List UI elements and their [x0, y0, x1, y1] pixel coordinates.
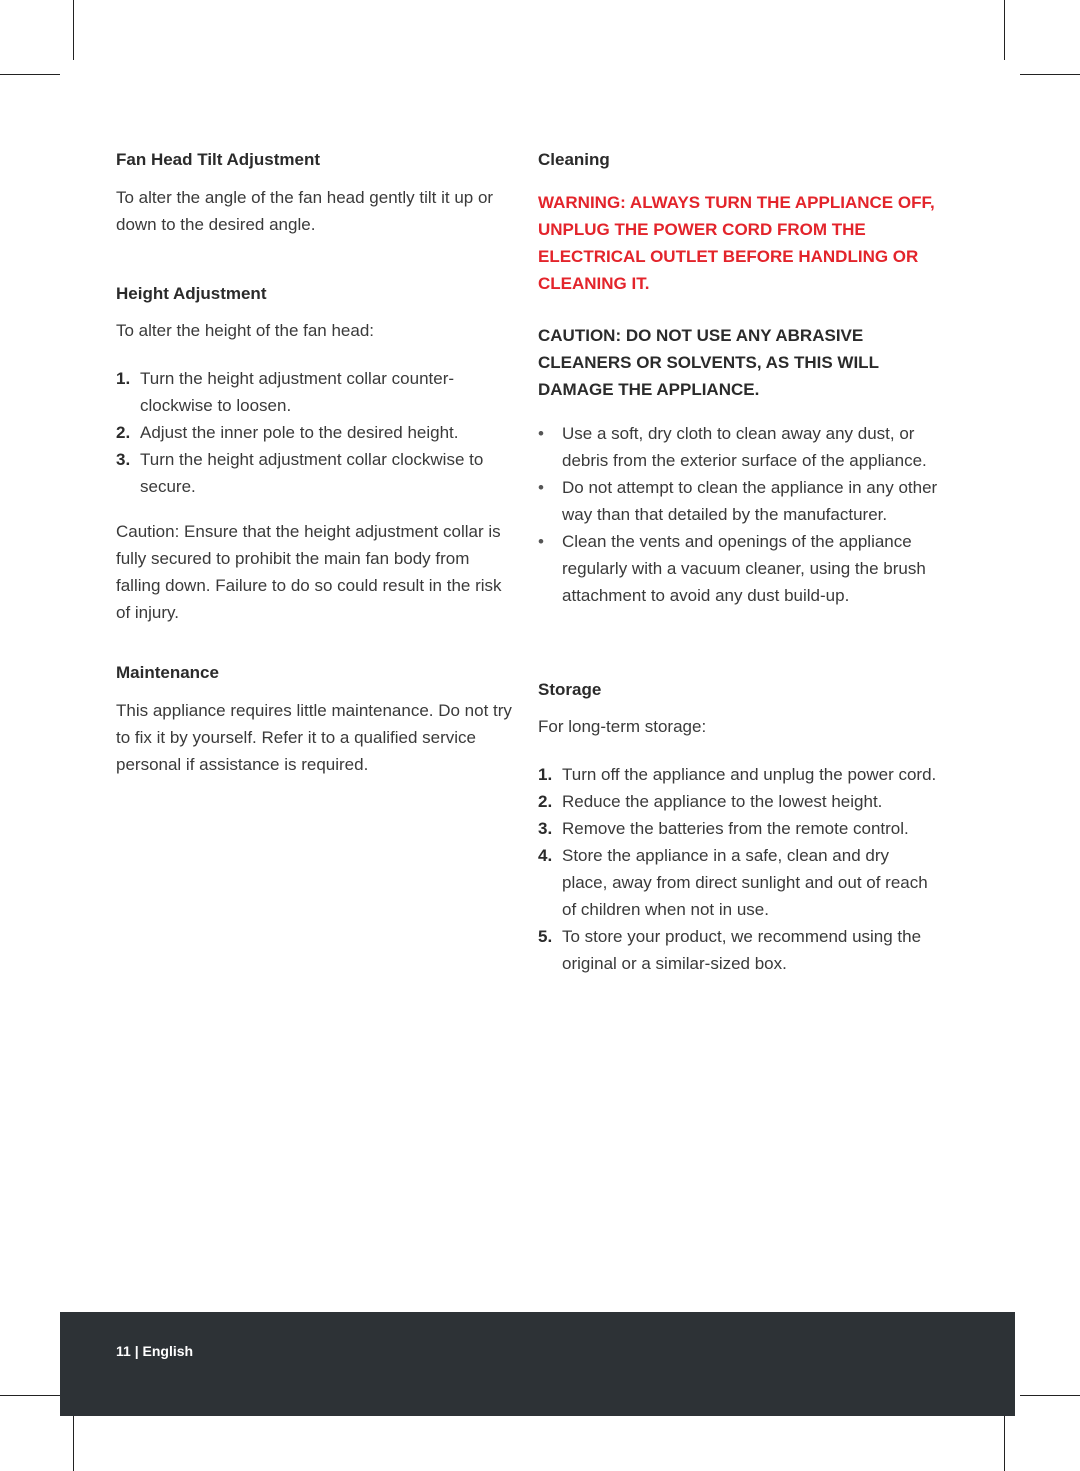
- crop-mark: [1004, 0, 1005, 60]
- step-text: Adjust the inner pole to the desired height.: [140, 423, 459, 442]
- step-number: 3.: [116, 450, 131, 469]
- page-number-label: 11 | English: [116, 1343, 194, 1359]
- step-number: 3.: [538, 819, 553, 838]
- crop-mark: [1020, 74, 1080, 75]
- list-item: [538, 528, 938, 609]
- step-number: 2.: [538, 792, 553, 811]
- bullet-mark: •: [538, 424, 544, 443]
- height-intro: To alter the height of the fan head:: [116, 321, 375, 340]
- bullet-mark: •: [538, 532, 544, 551]
- step-number: 4.: [538, 846, 553, 865]
- height-heading: Height Adjustment: [116, 284, 267, 303]
- crop-mark: [1020, 1395, 1080, 1396]
- crop-mark: [0, 1395, 60, 1396]
- crop-mark: [73, 0, 74, 60]
- crop-mark: [1004, 1410, 1005, 1471]
- step-text: Reduce the appliance to the lowest height.: [562, 792, 883, 811]
- bullet-text: Do not attempt to clean the appliance in any other way than that detailed by the manufacturer.: [562, 478, 938, 524]
- maintenance-text: This appliance requires little maintenance. Do not try to fix it by yourself. Refer it to a qualified service personal if assistance is required.: [116, 701, 512, 774]
- storage-intro: For long-term storage:: [538, 717, 707, 736]
- list-item: [116, 365, 516, 419]
- maintenance-heading: Maintenance: [116, 663, 219, 682]
- cleaning-caution: CAUTION: DO NOT USE ANY ABRASIVE CLEANERS OR SOLVENTS, AS THIS WILL DAMAGE THE APPLIANCE.: [538, 326, 879, 399]
- list-item: [538, 815, 938, 842]
- step-number: 2.: [116, 423, 131, 442]
- crop-mark: [0, 74, 60, 75]
- step-text: Turn the height adjustment collar counter-clockwise to loosen.: [140, 369, 455, 415]
- tilt-heading: Fan Head Tilt Adjustment: [116, 150, 321, 169]
- bullet-mark: •: [538, 478, 544, 497]
- bullet-text: Use a soft, dry cloth to clean away any dust, or debris from the exterior surface of the appliance.: [562, 424, 927, 470]
- footer-bar: [60, 1312, 1015, 1416]
- list-item: [538, 474, 938, 528]
- step-text: To store your product, we recommend using the original or a similar-sized box.: [562, 927, 922, 973]
- step-number: 5.: [538, 927, 553, 946]
- cleaning-heading: Cleaning: [538, 150, 610, 169]
- list-item: [538, 761, 938, 788]
- step-number: 1.: [116, 369, 131, 388]
- step-text: Turn off the appliance and unplug the power cord.: [562, 765, 937, 784]
- storage-heading: Storage: [538, 680, 602, 699]
- list-item: [538, 420, 938, 474]
- tilt-text: To alter the angle of the fan head gently tilt it up or down to the desired angle.: [116, 188, 494, 234]
- list-item: [116, 419, 516, 446]
- list-item: [538, 923, 938, 977]
- cleaning-warning: WARNING: ALWAYS TURN THE APPLIANCE OFF, UNPLUG THE POWER CORD FROM THE ELECTRICAL OUTLET BEFORE HANDLING OR CLEANING IT.: [538, 193, 935, 293]
- list-item: [116, 446, 516, 500]
- height-steps: [116, 365, 516, 500]
- list-item: [538, 842, 938, 923]
- step-text: Store the appliance in a safe, clean and dry place, away from direct sunlight and out of reach of children when not in use.: [562, 846, 928, 919]
- storage-steps: [538, 761, 938, 977]
- step-text: Remove the batteries from the remote control.: [562, 819, 909, 838]
- step-number: 1.: [538, 765, 553, 784]
- height-caution: Caution: Ensure that the height adjustment collar is fully secured to prohibit the main fan body from falling down. Failure to do so could result in the risk of injury.: [116, 522, 502, 622]
- cleaning-bullets: [538, 420, 938, 609]
- bullet-text: Clean the vents and openings of the appliance regularly with a vacuum cleaner, using the brush attachment to avoid any dust build-up.: [562, 532, 926, 605]
- step-text: Turn the height adjustment collar clockwise to secure.: [140, 450, 484, 496]
- crop-mark: [73, 1410, 74, 1471]
- list-item: [538, 788, 938, 815]
